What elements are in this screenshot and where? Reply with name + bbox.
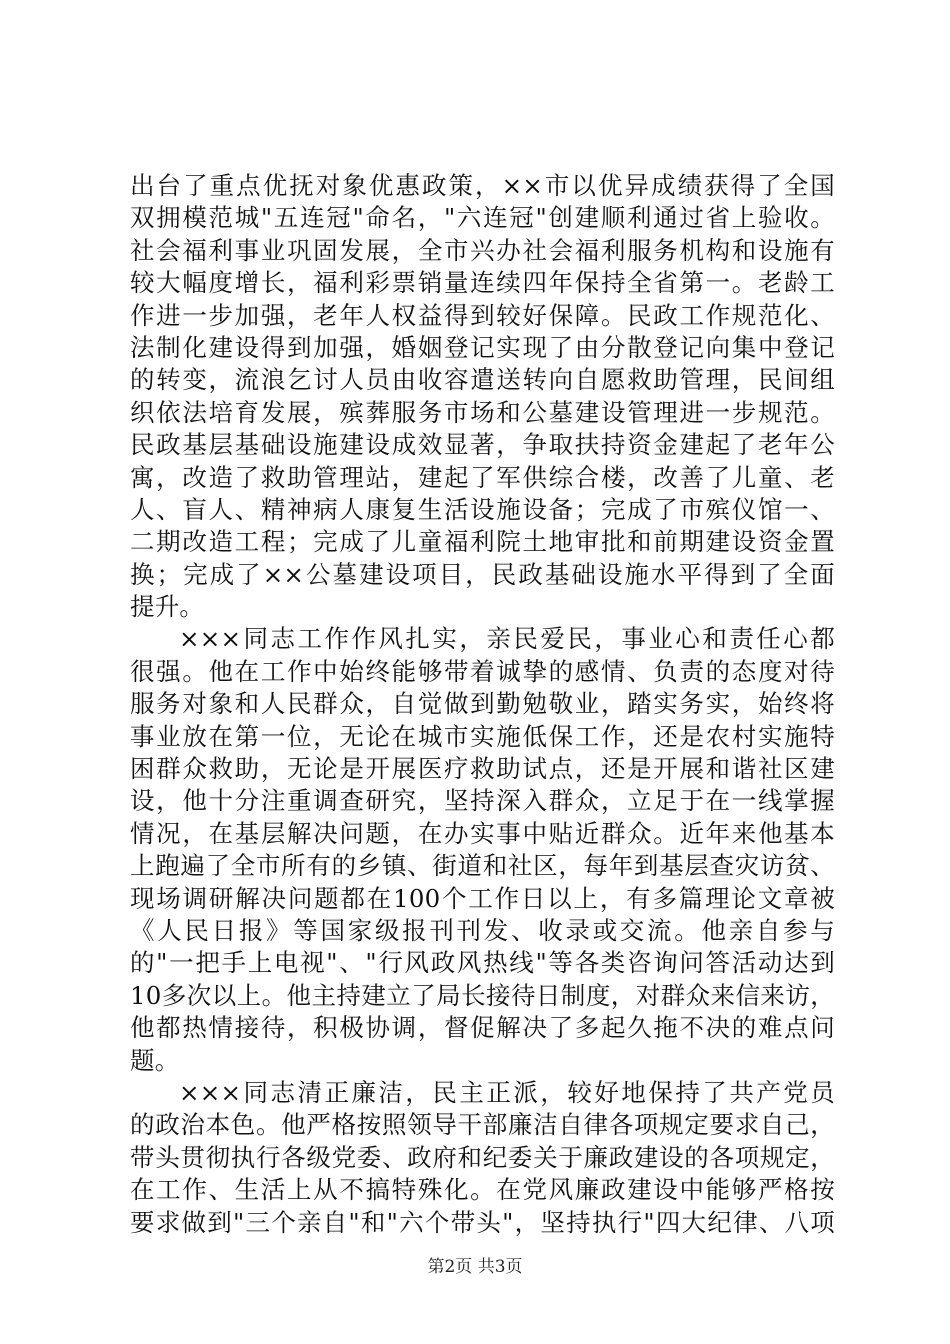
text-line: 作进一步加强，老年人权益得到较好保障。民政工作规范化、 — [130, 300, 835, 330]
text-line: 服务对象和人民群众，自觉做到勤勉敬业，踏实务实，始终将 — [130, 689, 835, 719]
text-line: 寓，改造了救助管理站，建起了军供综合楼，改善了儿童、老 — [130, 462, 835, 492]
text-line: 现场调研解决问题都在100个工作日以上，有多篇理论文章被 — [130, 883, 835, 913]
text-line: 换；完成了××公墓建设项目，民政基础设施水平得到了全面 — [130, 559, 835, 589]
text-line: 的转变，流浪乞讨人员由收容遣送转向自愿救助管理，民间组 — [130, 365, 835, 395]
text-line: 较大幅度增长，福利彩票销量连续四年保持全省第一。老龄工 — [130, 268, 835, 298]
body-text — [130, 170, 835, 1239]
text-line: 10多次以上。他主持建立了局长接待日制度，对群众来信来访， — [130, 980, 835, 1010]
text-line: 在工作、生活上从不搞特殊化。在党风廉政建设中能够严格按 — [130, 1175, 835, 1205]
text-line: 设，他十分注重调查研究，坚持深入群众，立足于在一线掌握 — [130, 786, 835, 816]
text-line: 的"一把手上电视"、"行风政风热线"等各类咨询问答活动达到 — [130, 948, 835, 978]
paragraph-start-line: ×××同志工作作风扎实，亲民爱民，事业心和责任心都 — [179, 624, 835, 654]
text-line: 题。 — [130, 1045, 180, 1075]
text-line: 提升。 — [130, 592, 205, 622]
text-line: 民政基层基础设施建设成效显著，争取扶持资金建起了老年公 — [130, 430, 835, 460]
text-line: 双拥模范城"五连冠"命名，"六连冠"创建顺利通过省上验收。 — [130, 203, 835, 233]
text-line: 事业放在第一位，无论在城市实施低保工作，还是农村实施特 — [130, 721, 835, 751]
text-line: 困群众救助，无论是开展医疗救助试点，还是开展和谐社区建 — [130, 754, 835, 784]
text-line: 情况，在基层解决问题，在办实事中贴近群众。近年来他基本 — [130, 818, 835, 848]
text-line: 出台了重点优抚对象优惠政策，××市以优异成绩获得了全国 — [130, 171, 835, 200]
text-line: 织依法培育发展，殡葬服务市场和公墓建设管理进一步规范。 — [130, 397, 835, 427]
text-line: 《人民日报》等国家级报刊刊发、收录或交流。他亲自参与 — [130, 915, 835, 945]
text-line: 人、盲人、精神病人康复生活设施设备；完成了市殡仪馆一、 — [130, 494, 835, 524]
text-line: 的政治本色。他严格按照领导干部廉洁自律各项规定要求自己， — [130, 1110, 835, 1140]
page-number-footer: 第2页 共3页 — [427, 1257, 523, 1277]
text-line: 带头贯彻执行各级党委、政府和纪委关于廉政建设的各项规定， — [130, 1142, 835, 1172]
text-line: 他都热情接待，积极协调，督促解决了多起久拖不决的难点问 — [130, 1013, 835, 1043]
text-line: 法制化建设得到加强，婚姻登记实现了由分散登记向集中登记 — [130, 332, 835, 362]
text-line: 要求做到"三个亲自"和"六个带头"，坚持执行"四大纪律、八项 — [130, 1207, 835, 1237]
text-line: 上跑遍了全市所有的乡镇、街道和社区，每年到基层查灾访贫、 — [130, 851, 835, 881]
text-line: 社会福利事业巩固发展，全市兴办社会福利服务机构和设施有 — [130, 235, 835, 265]
paragraph-start-line: ×××同志清正廉洁，民主正派，较好地保持了共产党员 — [179, 1077, 835, 1107]
text-line: 二期改造工程；完成了儿童福利院土地审批和前期建设资金置 — [130, 527, 835, 557]
text-line: 很强。他在工作中始终能够带着诚挚的感情、负责的态度对待 — [130, 656, 835, 686]
